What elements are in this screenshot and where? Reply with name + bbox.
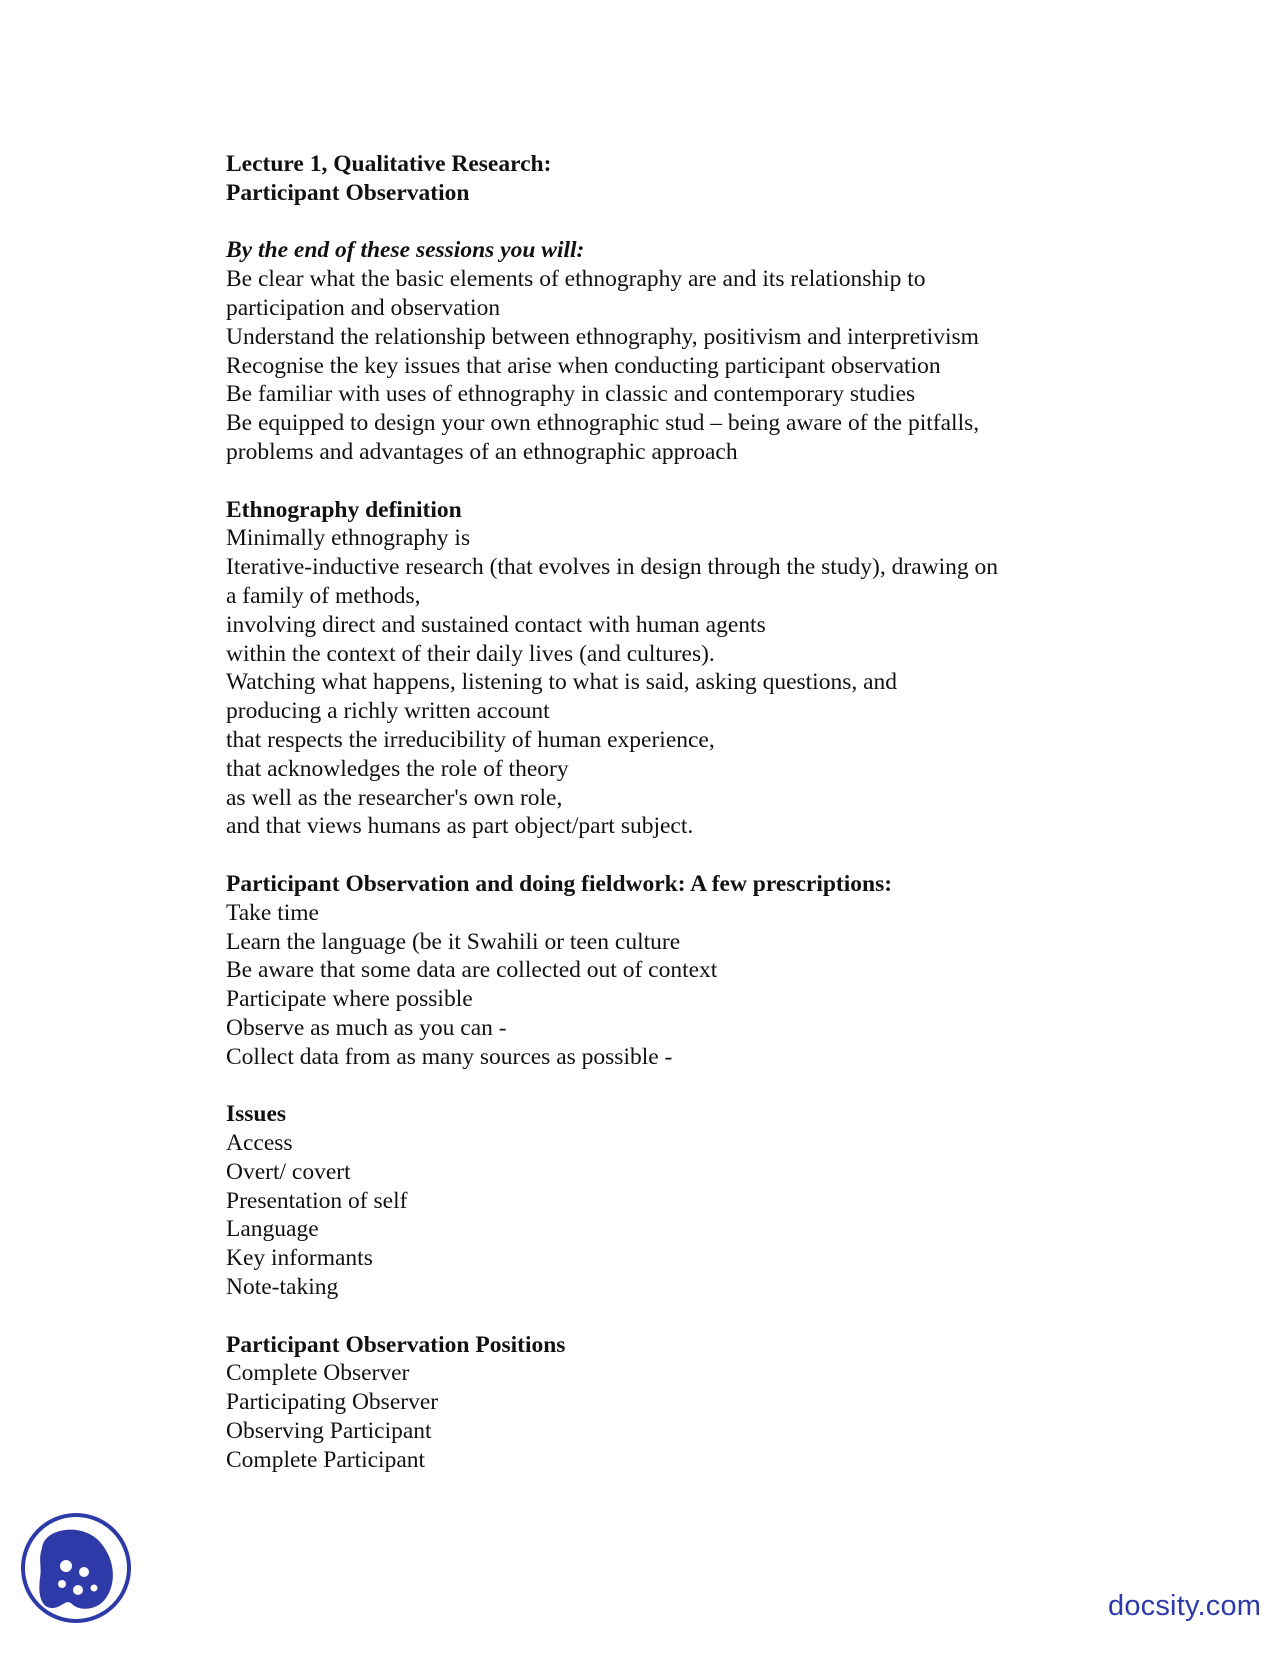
- definition-line: that acknowledges the role of theory: [226, 755, 569, 782]
- spacer: [226, 1302, 1126, 1331]
- spacer: [226, 208, 1126, 237]
- objectives-line: participation and observation: [226, 294, 501, 321]
- document-body: [226, 150, 1126, 1475]
- definition-line: Iterative-inductive research (that evolves in design through the study), drawing on: [226, 554, 999, 581]
- issues-line: Key informants: [226, 1245, 373, 1272]
- spacer: [226, 1072, 1126, 1101]
- docsity-brand-link[interactable]: docsity.com: [1108, 1590, 1262, 1622]
- issues-line: Presentation of self: [226, 1187, 408, 1214]
- definition-line: as well as the researcher's own role,: [226, 784, 563, 811]
- prescriptions-line: Participate where possible: [226, 986, 473, 1013]
- prescriptions-line: Collect data from as many sources as possible -: [226, 1043, 673, 1070]
- issues-line: Language: [226, 1216, 319, 1243]
- prescriptions-heading: Participant Observation and doing fieldwork: A few prescriptions:: [226, 870, 893, 897]
- definition-line: Minimally ethnography is: [226, 525, 471, 552]
- definition-line: that respects the irreducibility of human experience,: [226, 726, 715, 753]
- definition-line: Watching what happens, listening to what is said, asking questions, and: [226, 669, 898, 696]
- prescriptions-line: Learn the language (be it Swahili or teen culture: [226, 928, 681, 955]
- prescriptions-line: Take time: [226, 899, 319, 926]
- definition-line: producing a richly written account: [226, 698, 550, 725]
- docsity-logo-icon[interactable]: [20, 1512, 132, 1624]
- objectives-line: Be familiar with uses of ethnography in classic and contemporary studies: [226, 381, 916, 408]
- objectives-line: Understand the relationship between ethnography, positivism and interpretivism: [226, 323, 979, 350]
- prescriptions-line: Be aware that some data are collected out of context: [226, 957, 718, 984]
- objectives-line: Be equipped to design your own ethnographic stud – being aware of the pitfalls,: [226, 410, 980, 437]
- positions-line: Participating Observer: [226, 1389, 439, 1416]
- prescriptions-line: Observe as much as you can -: [226, 1014, 507, 1041]
- definition-line: and that views humans as part object/part subject.: [226, 813, 694, 840]
- objectives-heading: By the end of these sessions you will:: [226, 237, 585, 264]
- title-line-2: Participant Observation: [226, 179, 470, 206]
- issues-line: Note-taking: [226, 1274, 339, 1301]
- definition-line: involving direct and sustained contact with human agents: [226, 611, 766, 638]
- positions-line: Complete Participant: [226, 1446, 426, 1473]
- definition-line: a family of methods,: [226, 582, 421, 609]
- spacer: [226, 841, 1126, 870]
- objectives-line: Be clear what the basic elements of ethnography are and its relationship to: [226, 266, 926, 293]
- spacer: [226, 467, 1126, 496]
- title-line-1: Lecture 1, Qualitative Research:: [226, 151, 552, 177]
- positions-heading: Participant Observation Positions: [226, 1331, 566, 1358]
- issues-line: Access: [226, 1130, 293, 1157]
- objectives-line: Recognise the key issues that arise when conducting participant observation: [226, 352, 941, 379]
- positions-line: Complete Observer: [226, 1360, 410, 1387]
- positions-line: Observing Participant: [226, 1418, 432, 1445]
- definition-line: within the context of their daily lives (and cultures).: [226, 640, 715, 667]
- issues-line: Overt/ covert: [226, 1158, 351, 1185]
- issues-heading: Issues: [226, 1101, 287, 1128]
- objectives-line: problems and advantages of an ethnographic approach: [226, 438, 738, 465]
- definition-heading: Ethnography definition: [226, 496, 462, 523]
